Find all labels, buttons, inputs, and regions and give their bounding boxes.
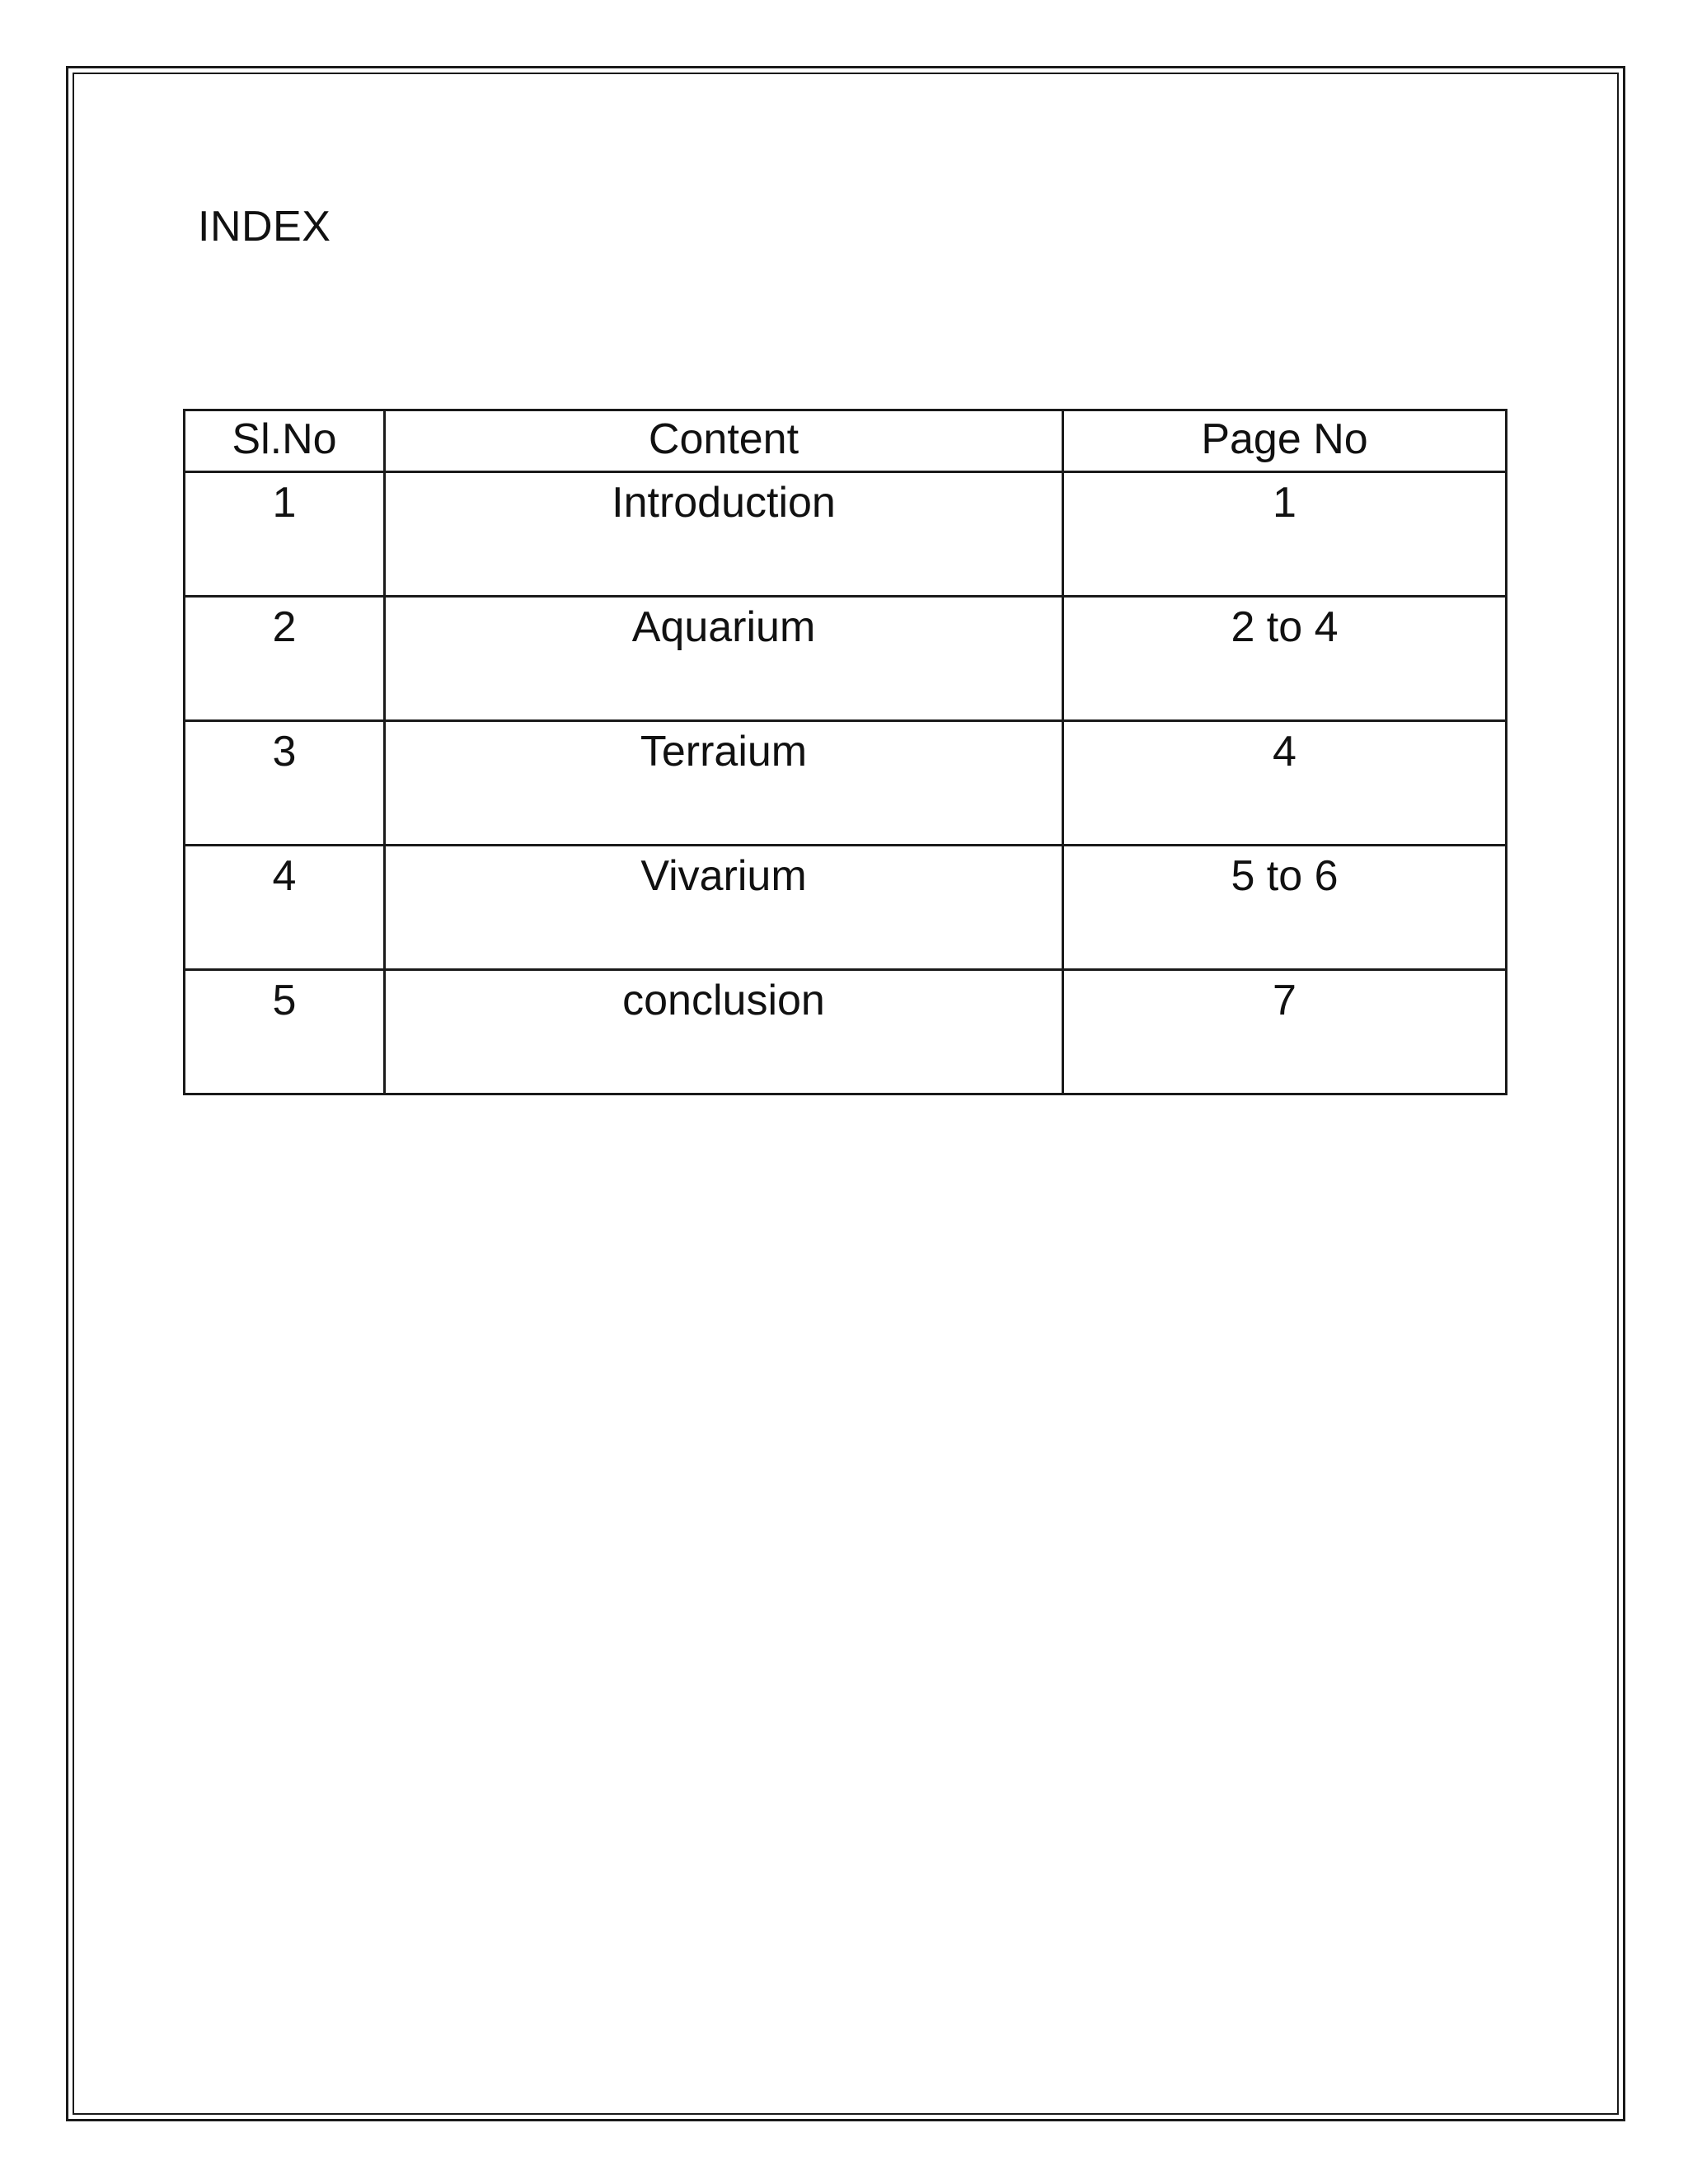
cell-content: Terraium bbox=[385, 721, 1063, 846]
cell-content: conclusion bbox=[385, 970, 1063, 1094]
table-row bbox=[185, 970, 1507, 1094]
cell-page-no: 5 to 6 bbox=[1063, 846, 1507, 970]
table-row bbox=[185, 846, 1507, 970]
header-page-no: Page No bbox=[1063, 410, 1507, 472]
table-row bbox=[185, 721, 1507, 846]
table-row bbox=[185, 472, 1507, 597]
cell-content: Introduction bbox=[385, 472, 1063, 597]
cell-content: Aquarium bbox=[385, 597, 1063, 721]
cell-sl-no: 2 bbox=[185, 597, 385, 721]
index-heading: INDEX bbox=[198, 203, 331, 251]
cell-sl-no: 5 bbox=[185, 970, 385, 1094]
cell-page-no: 7 bbox=[1063, 970, 1507, 1094]
header-sl-no: Sl.No bbox=[185, 410, 385, 472]
cell-sl-no: 4 bbox=[185, 846, 385, 970]
index-table bbox=[183, 409, 1507, 1095]
cell-page-no: 1 bbox=[1063, 472, 1507, 597]
header-content: Content bbox=[385, 410, 1063, 472]
cell-content: Vivarium bbox=[385, 846, 1063, 970]
cell-page-no: 2 to 4 bbox=[1063, 597, 1507, 721]
table-header-row bbox=[185, 410, 1507, 472]
cell-page-no: 4 bbox=[1063, 721, 1507, 846]
cell-sl-no: 3 bbox=[185, 721, 385, 846]
cell-sl-no: 1 bbox=[185, 472, 385, 597]
table-row bbox=[185, 597, 1507, 721]
